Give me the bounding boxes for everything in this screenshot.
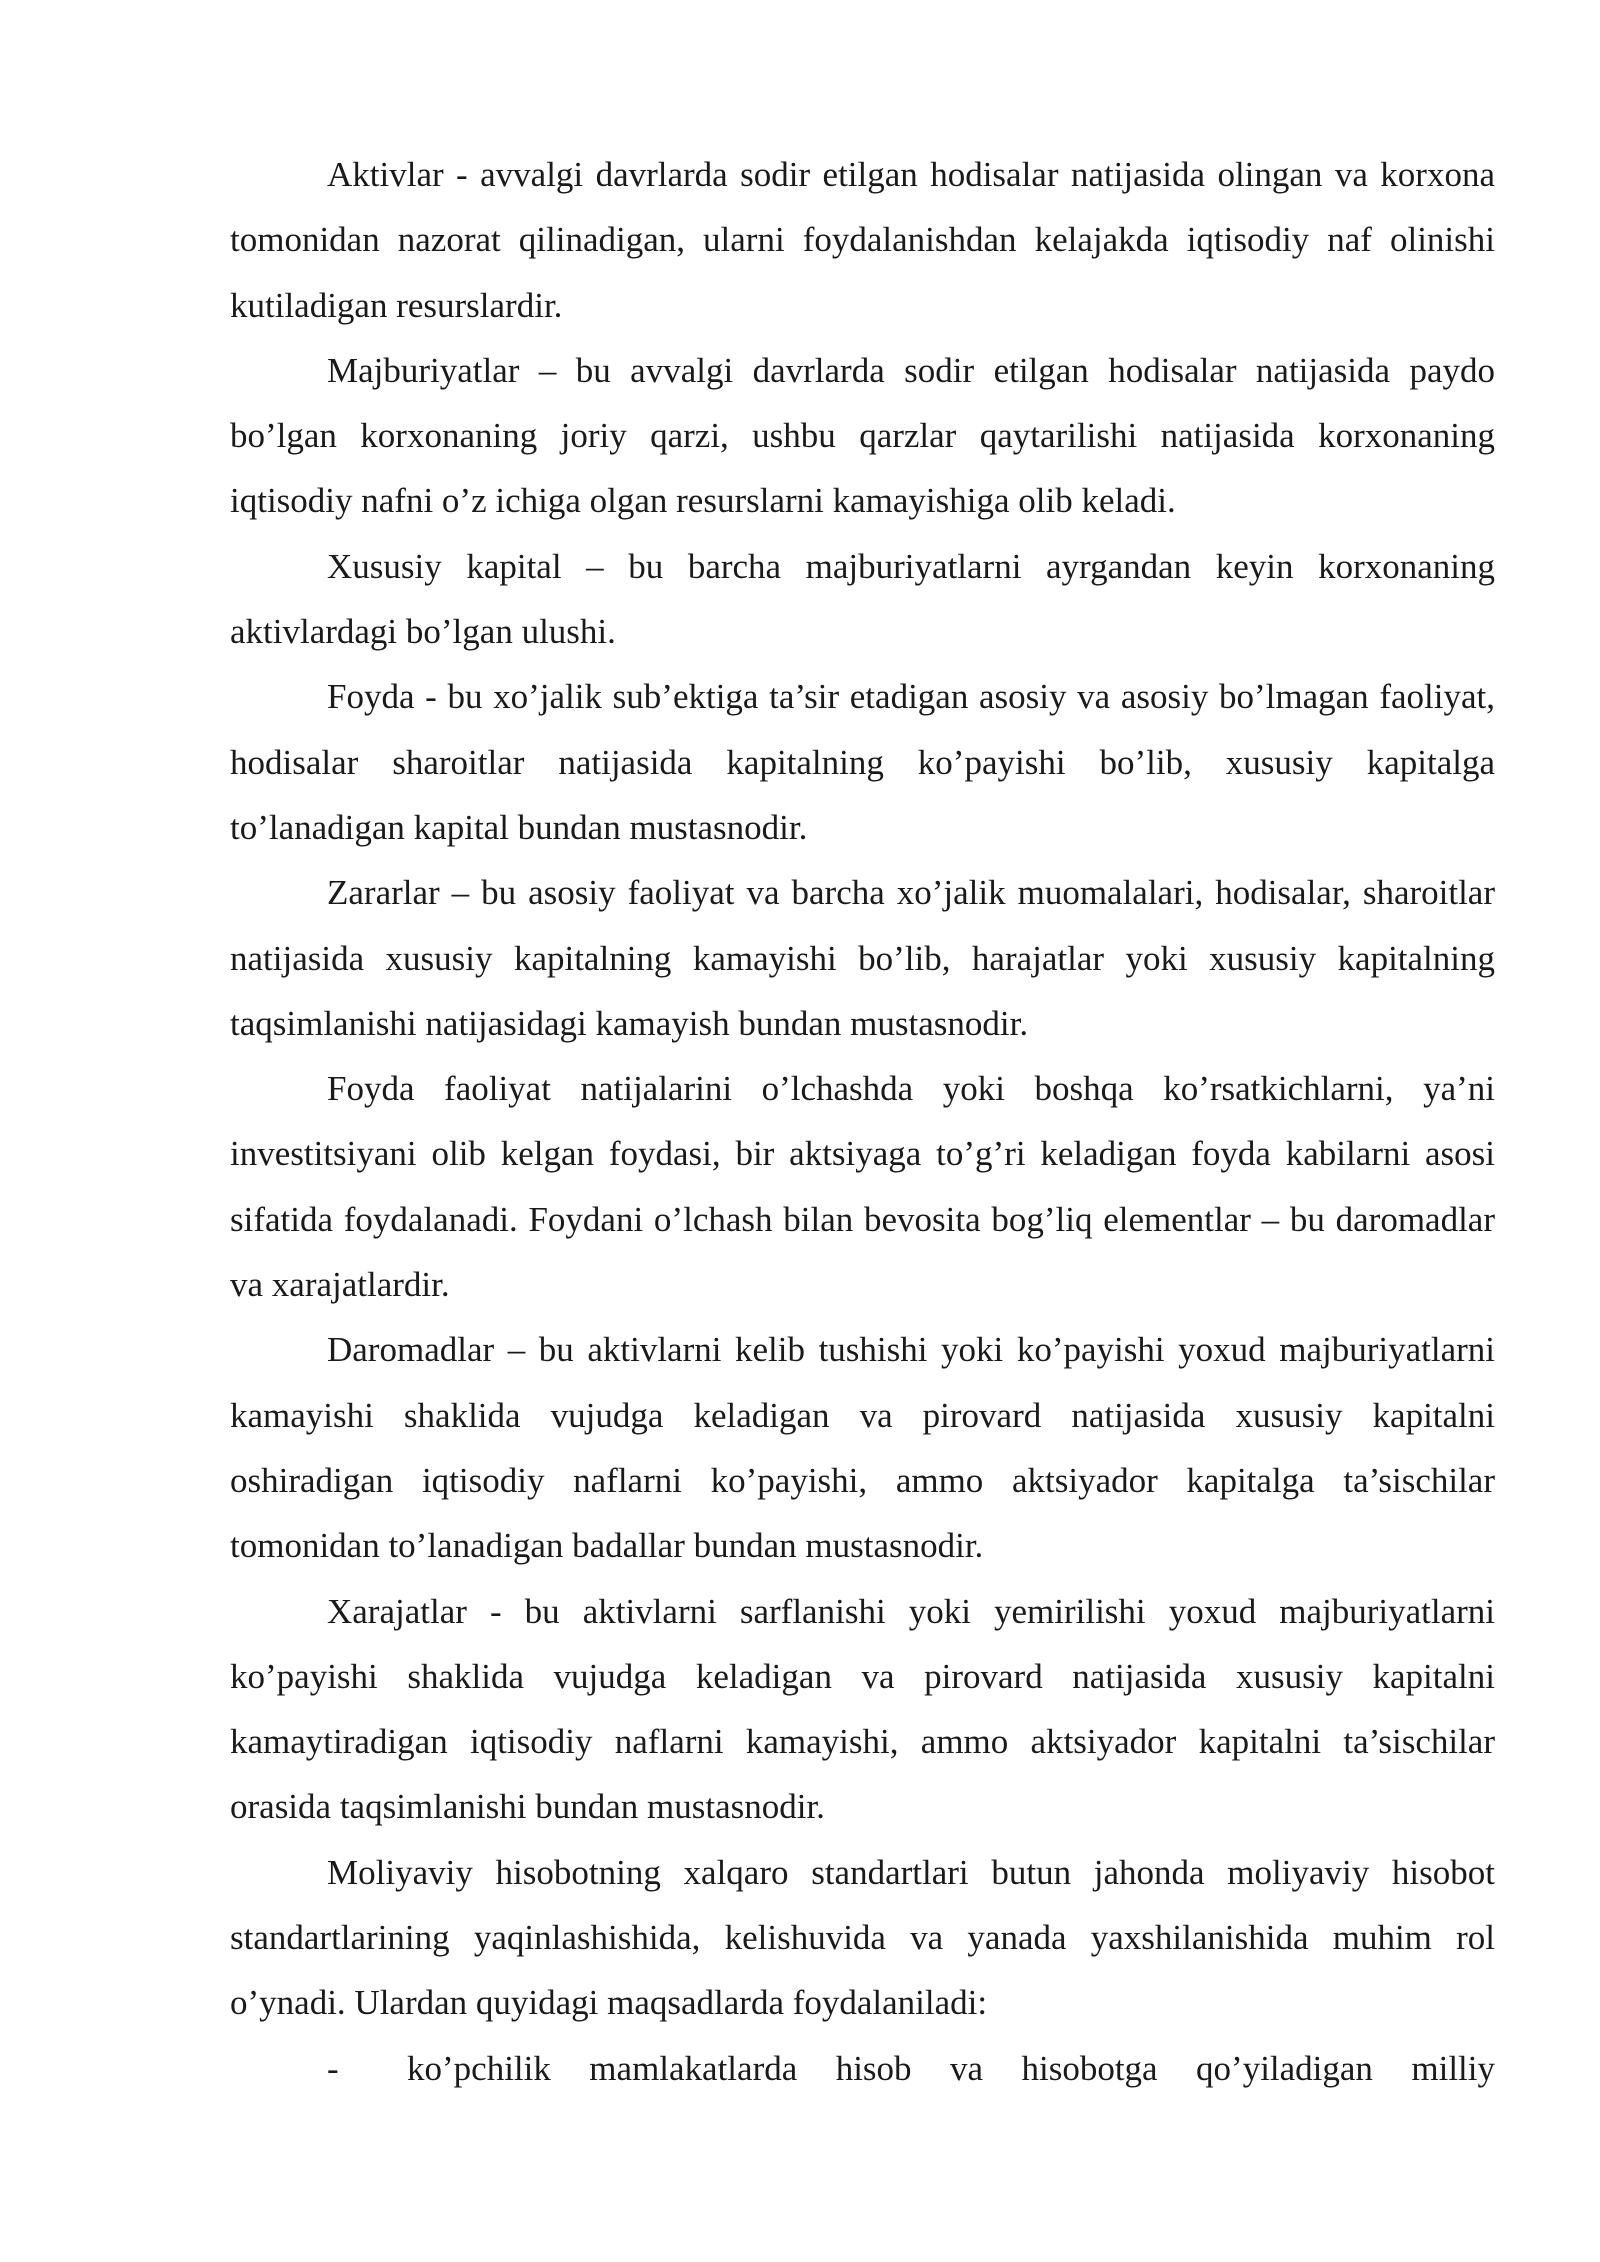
document-page bbox=[230, 142, 1495, 2101]
paragraph-daromadlar: Daromadlar – bu aktivlarni kelib tushishi yoki ko’payishi yoxud majburiyatlarni kamayishi shaklida vujudga keladigan va pirovard natijasida xususiy kapitalni oshiradigan iqtisodiy naflarni ko’payishi, ammo aktsiyador kapitalga ta’sischilar tomonidan to’lanadigan badallar bundan mustasnodir. bbox=[230, 1330, 1495, 1566]
list-item bbox=[230, 2036, 1495, 2101]
paragraph-zararlar: Zararlar – bu asosiy faoliyat va barcha xo’jalik muomalalari, hodisalar, sharoitlar natijasida xususiy kapitalning kamayishi bo’lib, harajatlar yoki xususiy kapitalning taqsimlanishi natijasidagi kamayish bundan mustasnodir. bbox=[230, 873, 1495, 1043]
list-marker: - bbox=[327, 2048, 339, 2088]
paragraph-foyda: Foyda - bu xo’jalik sub’ektiga ta’sir etadigan asosiy va asosiy bo’lmagan faoliyat, hodisalar sharoitlar natijasida kapitalning ko’payishi bo’lib, xususiy kapitalga to’lanadigan kapital bundan mustasnodir. bbox=[230, 677, 1495, 847]
paragraph-foyda-olchash: Foyda faoliyat natijalarini o’lchashda yoki boshqa ko’rsatkichlarni, ya’ni investitsiyani olib kelgan foydasi, bir aktsiyaga to’g’ri keladigan foyda kabilarni asosi sifatida foydalanadi. Foydani o’lchash bilan bevosita bog’liq elementlar – bu daromadlar va xarajatlardir. bbox=[230, 1069, 1495, 1305]
paragraph-moliyaviy-hisobot: Moliyaviy hisobotning xalqaro standartlari butun jahonda moliyaviy hisobot standartlarining yaqinlashishida, kelishuvida va yanada yaxshilanishida muhim rol o’ynadi. Ulardan quyidagi maqsadlarda foydalaniladi: bbox=[230, 1852, 1495, 2023]
paragraph-xarajatlar: Xarajatlar - bu aktivlarni sarflanishi yoki yemirilishi yoxud majburiyatlarni ko’payishi shaklida vujudga keladigan va pirovard natijasida xususiy kapitalni kamaytiradigan iqtisodiy naflarni kamayishi, ammo aktsiyador kapitalni ta’sischilar orasida taqsimlanishi bundan mustasnodir. bbox=[230, 1591, 1495, 1827]
paragraph-aktivlar: Aktivlar - avvalgi davrlarda sodir etilgan hodisalar natijasida olingan va korxona tomonidan nazorat qilinadigan, ularni foydalanishdan kelajakda iqtisodiy naf olinishi kutiladigan resurslardir. bbox=[230, 155, 1495, 325]
paragraph-xususiy-kapital: Xususiy kapital – bu barcha majburiyatlarni ayrgandan keyin korxonaning aktivlardagi bo’lgan ulushi. bbox=[230, 546, 1495, 652]
paragraph-majburiyatlar: Majburiyatlar – bu avvalgi davrlarda sodir etilgan hodisalar natijasida paydo bo’lgan korxonaning joriy qarzi, ushbu qarzlar qaytarilishi natijasida korxonaning iqtisodiy nafni o’z ichiga olgan resurslarni kamayishiga olib keladi. bbox=[230, 350, 1495, 521]
list-item-text: ko’pchilik mamlakatlarda hisob va hisobotga qo’yiladigan milliy bbox=[407, 2048, 1495, 2088]
